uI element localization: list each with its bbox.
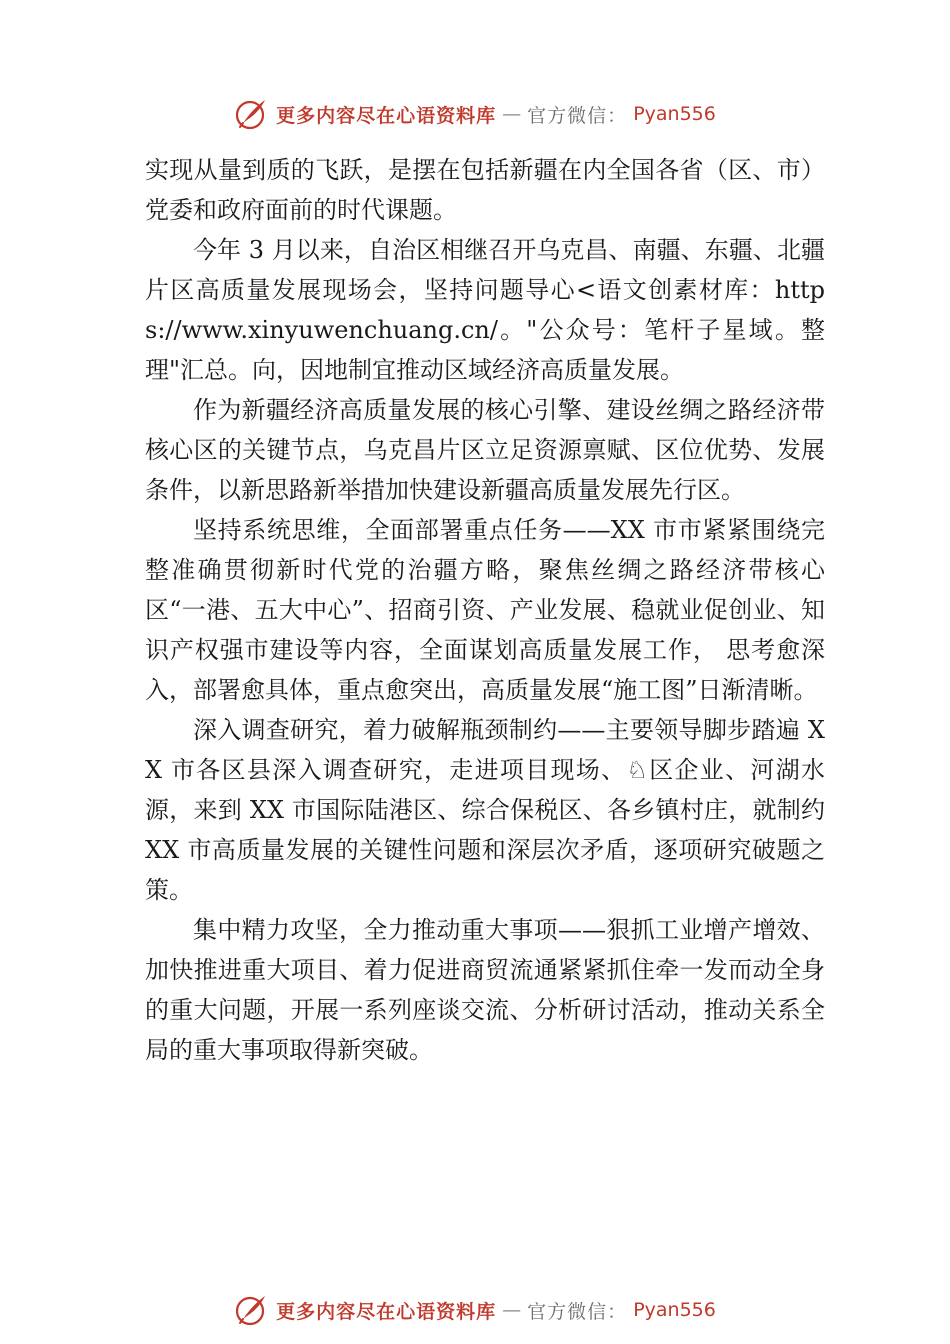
paragraph-6: 集中精力攻坚，全力推动重大事项——狠抓工业增产增效、加快推进重大项目、着力促进商贸流通紧紧抓住牵一发而动全身的重大问题，开展一系列座谈交流、分析研讨活动，推动关系全局的重大事项取得新突破。 <box>145 916 825 1064</box>
banner-wechat-id: Pyan556 <box>633 1299 716 1321</box>
quill-pen-logo-icon <box>234 1292 270 1328</box>
banner-wechat-id: Pyan556 <box>633 103 716 125</box>
banner-text: 更多内容尽在心语资料库 <box>276 104 497 127</box>
banner-wechat-label: 官方微信： <box>527 104 628 127</box>
document-body <box>145 150 825 1070</box>
banner-separator: — <box>502 103 522 125</box>
header-banner <box>0 94 950 134</box>
banner-separator: — <box>502 1299 522 1321</box>
banner-text: 更多内容尽在心语资料库 <box>276 1300 497 1323</box>
banner-wechat-label: 官方微信： <box>527 1300 628 1323</box>
paragraph-1: 实现从量到质的飞跃，是摆在包括新疆在内全国各省（区、市）党委和政府面前的时代课题。 <box>145 156 825 224</box>
paragraph-4: 坚持系统思维，全面部署重点任务——XX 市市紧紧围绕完整准确贯彻新时代党的治疆方略，聚焦丝绸之路经济带核心区“一港、五大中心”、招商引资、产业发展、稳就业促创业、知识产权强市建设等内容，全面谋划高质量发展工作， 思考愈深入，部署愈具体，重点愈突出，高质量发展“施工图”日渐清晰。 <box>145 516 825 704</box>
footer-banner <box>0 1290 950 1330</box>
paragraph-2: 今年 3 月以来，自治区相继召开乌克昌、南疆、东疆、北疆片区高质量发展现场会，坚持问题导心<语文创素材库：https://www.xinyuwenchuang.cn/。"公众号：笔杆子星域。整理"汇总。向，因地制宜推动区域经济高质量发展。 <box>145 236 825 384</box>
paragraph-3: 作为新疆经济高质量发展的核心引擎、建设丝绸之路经济带核心区的关键节点，乌克昌片区立足资源禀赋、区位优势、发展条件，以新思路新举措加快建设新疆高质量发展先行区。 <box>145 396 825 504</box>
paragraph-5: 深入调查研究，着力破解瓶颈制约——主要领导脚步踏遍 XX 市各区县深入调查研究，走进项目现场、♘区企业、河湖水源，来到 XX 市国际陆港区、综合保税区、各乡镇村庄，就制约 XX 市高质量发展的关键性问题和深层次矛盾，逐项研究破题之策。 <box>145 716 825 904</box>
quill-pen-logo-icon <box>234 96 270 132</box>
